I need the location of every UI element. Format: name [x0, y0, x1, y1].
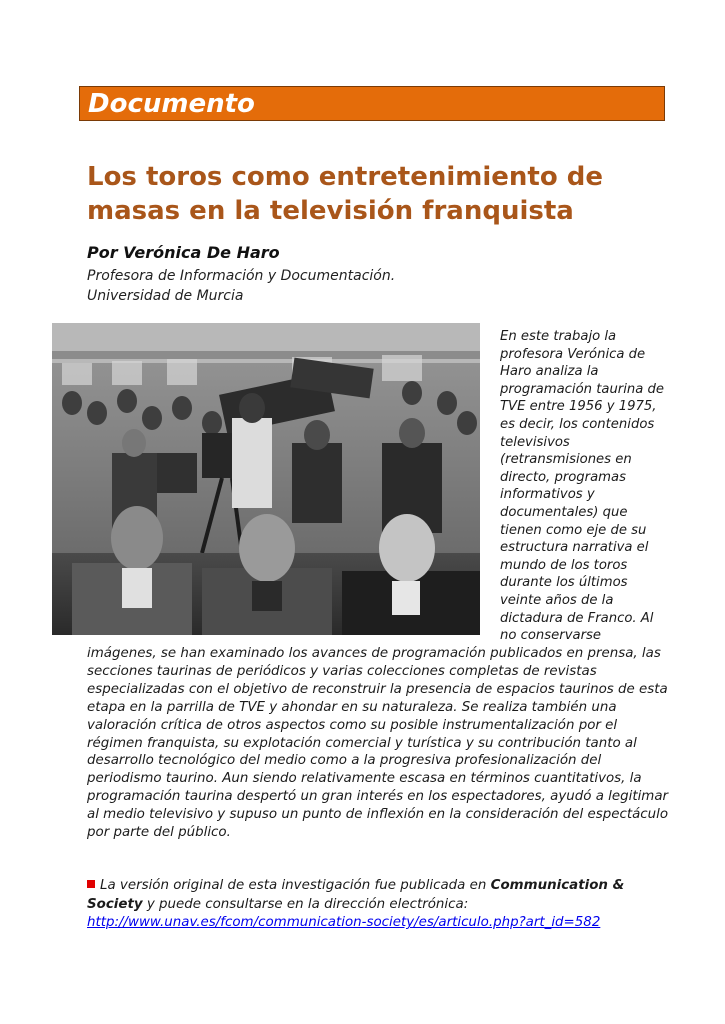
publication-note — [87, 877, 673, 933]
article-photo — [52, 323, 480, 635]
author-affiliation — [87, 266, 395, 306]
affiliation-line-1: Profesora de Información y Documentación. — [87, 268, 396, 284]
affiliation-line-2: Universidad de Murcia — [87, 288, 244, 304]
journal-name: Communication & Society — [87, 878, 625, 912]
section-label: Documento — [88, 89, 255, 119]
note-text-after: y puede consultarse en la dirección electrónica: — [142, 896, 469, 912]
red-square-bullet-icon — [87, 880, 95, 888]
article-author: Por Verónica De Haro — [87, 243, 280, 262]
article-url-link[interactable]: http://www.unav.es/fcom/communication-society/es/articulo.php?art_id=582 — [87, 915, 601, 931]
photo-illustration — [52, 323, 480, 635]
article-title: Los toros como entretenimiento de masas en la televisión franquista — [87, 162, 603, 226]
abstract-body-text: imágenes, se han examinado los avances de programación publicados en prensa, las secciones taurinas de periódicos y varias colecciones completas de revistas especializadas con el objetivo de reconstruir la presencia de espacios taurinos de esta etapa en la parrilla de TVE y ahondar en su naturaleza. Se realiza también una valoración crítica de otros aspectos como su posible instrumentalización por el régimen franquista, su explotación comercial y turística y su contribución tanto al desarrollo tecnológico del medio como a la progresiva profesionalización del periodismo taurino. Aun siendo relativamente escasa en términos cuantitativos, la programación taurina despertó un gran interés en los espectadores, ayudó a legitimar al medio televisivo y supuso un punto de inflexión en la consideración del espectáculo por parte del público. — [87, 646, 669, 841]
abstract-side-text: En este trabajo la profesora Verónica de Haro analiza la programación taurina de TVE entre 1956 y 1975, es decir, los contenidos televisivos (retransmisiones en directo, programas informativos y documentales) que tienen como eje de su estructura narrativa el mundo de los toros durante los últimos veinte años de la dictadura de Franco. Al no conservarse — [500, 329, 665, 644]
note-text-before: La versión original de esta investigación fue publicada en — [100, 878, 491, 893]
section-banner — [79, 86, 665, 121]
